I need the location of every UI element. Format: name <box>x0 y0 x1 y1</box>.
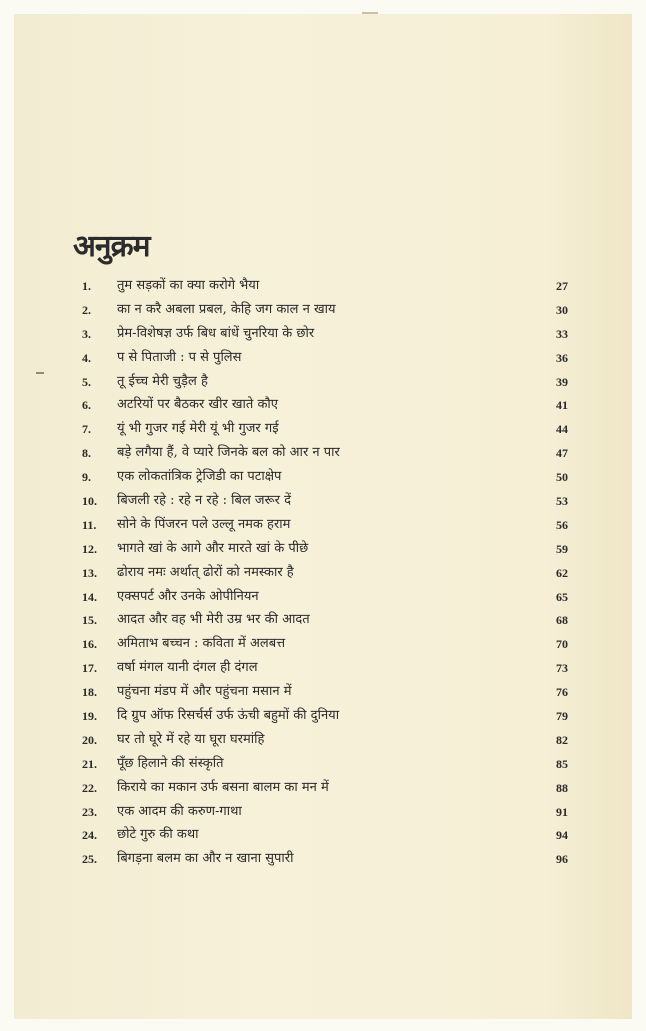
entry-page: 56 <box>556 517 568 532</box>
toc-entry <box>82 395 572 419</box>
entry-number: 7. <box>82 422 91 437</box>
entry-page: 68 <box>556 613 568 628</box>
entry-title: घर तो घूरे में रहे या घूरा घरमांहि <box>117 731 265 747</box>
entry-title: छोटे गुरु की कथा <box>117 827 199 843</box>
toc-entry <box>82 563 572 587</box>
entry-number: 10. <box>82 494 97 509</box>
entry-page: 39 <box>556 374 568 389</box>
entry-title: एक आदम की करुण-गाथा <box>117 803 242 819</box>
entry-title: यूं भी गुजर गई मेरी यूं भी गुजर गई <box>117 421 279 437</box>
entry-number: 19. <box>82 709 97 724</box>
entry-number: 23. <box>82 804 97 819</box>
entry-page: 53 <box>556 494 568 509</box>
entry-number: 15. <box>82 613 97 628</box>
entry-page: 41 <box>556 398 568 413</box>
entry-page: 96 <box>556 852 568 867</box>
toc-entry <box>82 300 572 324</box>
entry-page: 73 <box>556 661 568 676</box>
entry-title: का न करै अबला प्रबल, केहि जग काल न खाय <box>117 301 336 317</box>
entry-page: 76 <box>556 685 568 700</box>
entry-title: किराये का मकान उर्फ बसना बालम का मन में <box>117 779 329 795</box>
entry-title: एक्सपर्ट और उनके ओपीनियन <box>117 588 259 604</box>
toc-entry <box>82 491 572 515</box>
entry-number: 11. <box>82 517 97 532</box>
entry-title: अटरियों पर बैठकर खीर खाते कौए <box>117 397 278 413</box>
entry-page: 70 <box>556 637 568 652</box>
entry-page: 62 <box>556 565 568 580</box>
entry-title: पहुंचना मंडप में और पहुंचना मसान में <box>117 684 292 700</box>
entry-title: बिजली रहे : रहे न रहे : बिल जरूर दें <box>117 493 292 509</box>
entry-number: 16. <box>82 637 97 652</box>
toc-entry <box>82 825 572 849</box>
toc-entry <box>82 778 572 802</box>
page-title: अनुक्रम <box>73 229 150 264</box>
toc-entry <box>82 610 572 634</box>
toc-entry <box>82 658 572 682</box>
entry-page: 27 <box>556 279 568 293</box>
entry-page: 82 <box>556 732 568 747</box>
toc-entry <box>82 682 572 706</box>
entry-number: 8. <box>82 446 91 461</box>
entry-number: 4. <box>82 350 91 365</box>
scan-mark <box>362 12 378 14</box>
entry-number: 6. <box>82 398 91 413</box>
toc-entry <box>82 849 572 873</box>
entry-page: 30 <box>556 302 568 317</box>
entry-title: भागते खां के आगे और मारते खां के पीछे <box>117 540 309 556</box>
toc-entry <box>82 348 572 372</box>
entry-number: 21. <box>82 756 97 771</box>
entry-number: 18. <box>82 685 97 700</box>
toc-entry <box>82 634 572 658</box>
entry-page: 33 <box>556 326 568 341</box>
toc-entry <box>82 443 572 467</box>
toc-entry <box>82 515 572 539</box>
entry-title: आदत और वह भी मेरी उम्र भर की आदत <box>117 612 310 628</box>
entry-page: 65 <box>556 589 568 604</box>
entry-number: 17. <box>82 661 97 676</box>
toc-entry <box>82 419 572 443</box>
margin-mark <box>36 372 44 374</box>
toc-entry <box>82 730 572 754</box>
table-of-contents <box>82 276 572 873</box>
entry-page: 79 <box>556 709 568 724</box>
toc-entry <box>82 754 572 778</box>
toc-entry <box>82 802 572 826</box>
entry-number: 3. <box>82 326 91 341</box>
entry-title: बिगड़ना बलम का और न खाना सुपारी <box>117 851 294 867</box>
entry-number: 5. <box>82 374 91 389</box>
entry-page: 50 <box>556 470 568 485</box>
entry-title: अमिताभ बच्चन : कविता में अलबत्त <box>117 636 286 652</box>
entry-page: 94 <box>556 828 568 843</box>
entry-title: बड़े लगैया हैं, वे प्यारे जिनके बल को आर न पार <box>117 445 340 461</box>
entry-page: 59 <box>556 541 568 556</box>
toc-entry <box>82 706 572 730</box>
entry-page: 47 <box>556 446 568 461</box>
entry-page: 36 <box>556 350 568 365</box>
entry-number: 9. <box>82 470 91 485</box>
entry-number: 14. <box>82 589 97 604</box>
entry-title: प्रेम-विशेषज्ञ उर्फ बिध बांधें चुनरिया के छोर <box>117 325 315 341</box>
toc-entry <box>82 539 572 563</box>
entry-title: ढोराय नमः अर्थात् ढोरों को नमस्कार है <box>117 564 294 580</box>
entry-title: एक लोकतांत्रिक ट्रेजिडी का पटाक्षेप <box>117 469 282 485</box>
entry-title: तू ईच्च मेरी चुड़ैल है <box>117 373 208 389</box>
toc-entry <box>82 324 572 348</box>
entry-number: 2. <box>82 302 91 317</box>
toc-entry <box>82 276 572 300</box>
entry-page: 44 <box>556 422 568 437</box>
entry-page: 88 <box>556 780 568 795</box>
entry-title: तुम सड़कों का क्या करोगे भैया <box>117 278 260 293</box>
entry-number: 22. <box>82 780 97 795</box>
entry-number: 13. <box>82 565 97 580</box>
entry-page: 85 <box>556 756 568 771</box>
entry-number: 12. <box>82 541 97 556</box>
entry-number: 1. <box>82 279 91 293</box>
toc-entry <box>82 587 572 611</box>
toc-entry <box>82 372 572 396</box>
toc-entry <box>82 467 572 491</box>
entry-title: प से पिताजी : प से पुलिस <box>117 349 242 365</box>
entry-title: पूँछ हिलाने की संस्कृति <box>117 755 224 771</box>
entry-title: वर्षा मंगल यानी दंगल ही दंगल <box>117 660 258 676</box>
entry-title: सोने के पिंजरन पले उल्लू नमक हराम <box>117 516 291 532</box>
entry-number: 24. <box>82 828 97 843</box>
entry-number: 20. <box>82 732 97 747</box>
entry-title: दि ग्रुप ऑफ रिसर्चर्स उर्फ ऊंची बहुमों की दुनिया <box>117 708 340 724</box>
entry-number: 25. <box>82 852 97 867</box>
entry-page: 91 <box>556 804 568 819</box>
